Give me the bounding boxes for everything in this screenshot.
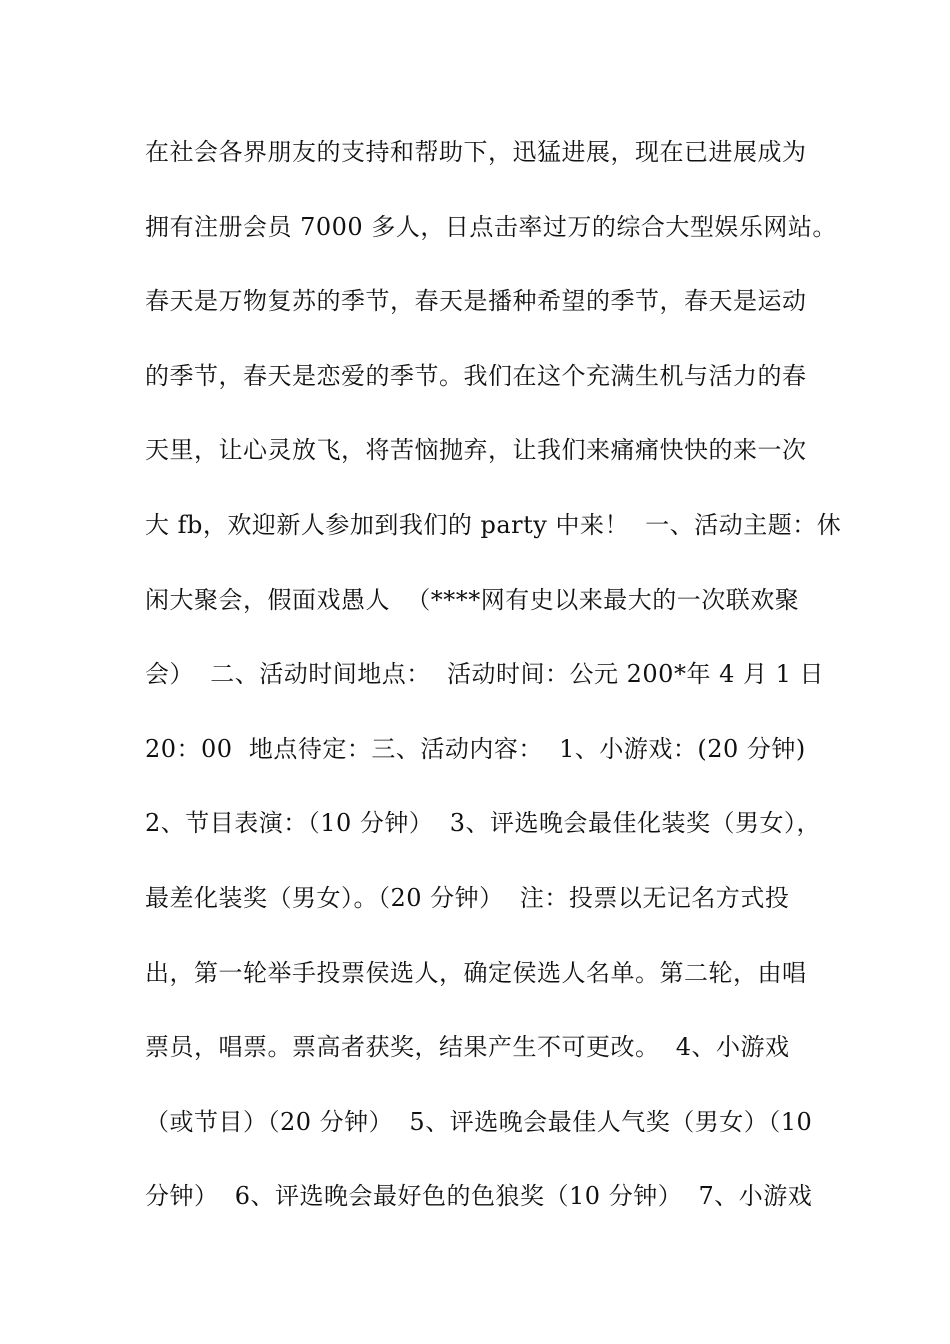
body-text: [145, 130, 842, 1249]
text-line-7: 闲大聚会，假面戏愚人 （****网有史以来最大的一次联欢聚: [145, 585, 800, 614]
text-line-12: 出，第一轮举手投票侯选人，确定侯选人名单。第二轮，由唱: [145, 958, 807, 987]
text-line-15: 分钟） 6、评选晚会最好色的色狼奖（10 分钟） 7、小游戏: [145, 1182, 813, 1211]
text-line-9: 20：00 地点待定：三、活动内容： 1、小游戏：(20 分钟): [145, 734, 806, 763]
text-line-10: 2、节目表演：（10 分钟） 3、评选晚会最佳化装奖（男女），: [145, 809, 821, 838]
text-line-14: （或节目）（20 分钟） 5、评选晚会最佳人气奖（男女）（10: [145, 1107, 813, 1136]
text-line-5: 天里，让心灵放飞，将苦恼抛弃，让我们来痛痛快快的来一次: [145, 436, 807, 465]
text-line-4: 的季节，春天是恋爱的季节。我们在这个充满生机与活力的春: [145, 361, 807, 390]
text-line-8: 会） 二、活动时间地点： 活动时间：公元 200*年 4 月 1 日: [145, 660, 825, 689]
text-line-6: 大 fb，欢迎新人参加到我们的 party 中来！ 一、活动主题：休: [145, 510, 842, 539]
text-line-2: 拥有注册会员 7000 多人，日点击率过万的综合大型娱乐网站。: [145, 212, 837, 241]
text-line-13: 票员，唱票。票高者获奖，结果产生不可更改。 4、小游戏: [145, 1033, 790, 1062]
text-line-1: 在社会各界朋友的支持和帮助下，迅猛进展，现在已进展成为: [145, 138, 807, 166]
text-line-3: 春天是万物复苏的季节，春天是播种希望的季节，春天是运动: [145, 287, 807, 316]
text-line-11: 最差化装奖（男女）。（20 分钟） 注：投票以无记名方式投: [145, 883, 790, 912]
